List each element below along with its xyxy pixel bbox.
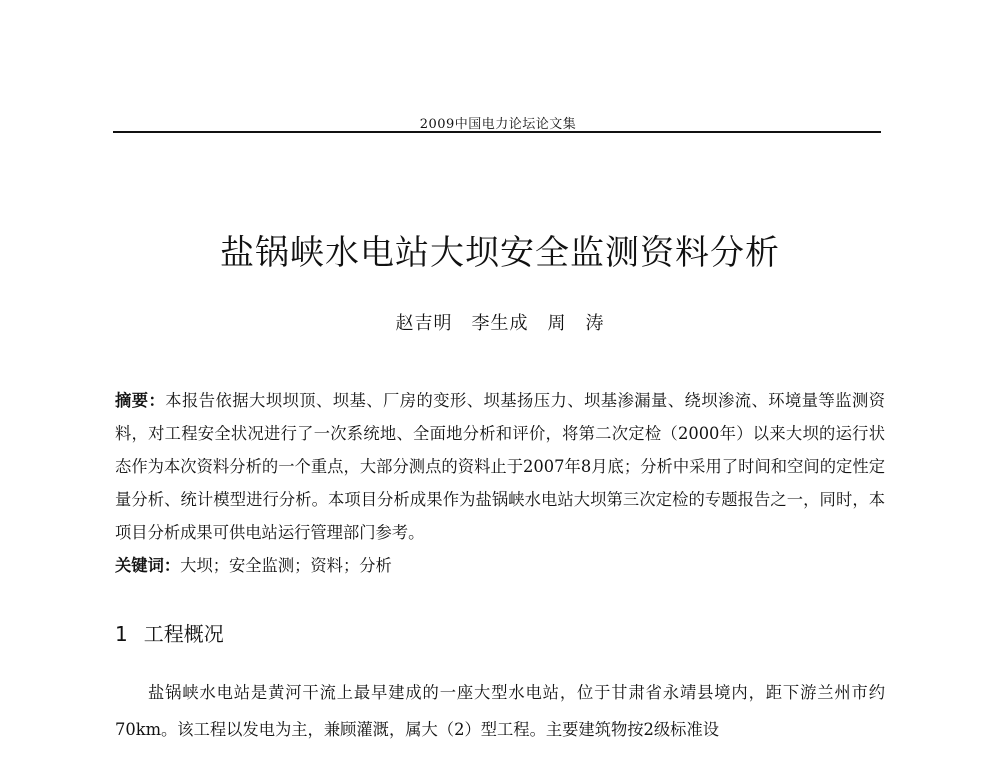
section-heading	[115, 618, 224, 647]
abstract-text: 本报告依据大坝坝顶、坝基、厂房的变形、坝基扬压力、坝基渗漏量、绕坝渗流、环境量等监测资料，对工程安全状况进行了一次系统地、全面地分析和评价，将第二次定检（2000年）以来大坝的运行状态作为本次资料分析的一个重点，大部分测点的资料止于2007年8月底；分析中采用了时间和空间的定性定量分析、统计模型进行分析。本项目分析成果作为盐锅峡水电站大坝第三次定检的专题报告之一，同时，本项目分析成果可供电站运行管理部门参考。	[115, 391, 885, 542]
section-title: 工程概况	[143, 622, 224, 646]
abstract	[115, 384, 885, 549]
keywords	[115, 549, 885, 582]
section-number: 1	[115, 622, 128, 646]
keywords-label: 关键词：	[115, 556, 181, 575]
section-paragraph: 盐锅峡水电站是黄河干流上最早建成的一座大型水电站，位于甘肃省永靖县境内，距下游兰州市约70km。该工程以发电为主，兼顾灌溉，属大（2）型工程。主要建筑物按2级标准设	[115, 683, 885, 739]
author-list: 赵吉明 李生成 周 涛	[395, 313, 605, 334]
running-header: 2009中国电力论坛论文集	[419, 117, 577, 132]
abstract-label: 摘要：	[115, 391, 166, 410]
header-rule	[113, 131, 881, 133]
paper-title: 盐锅峡水电站大坝安全监测资料分析	[220, 233, 780, 273]
keywords-text: 大坝；安全监测；资料；分析	[180, 556, 392, 575]
